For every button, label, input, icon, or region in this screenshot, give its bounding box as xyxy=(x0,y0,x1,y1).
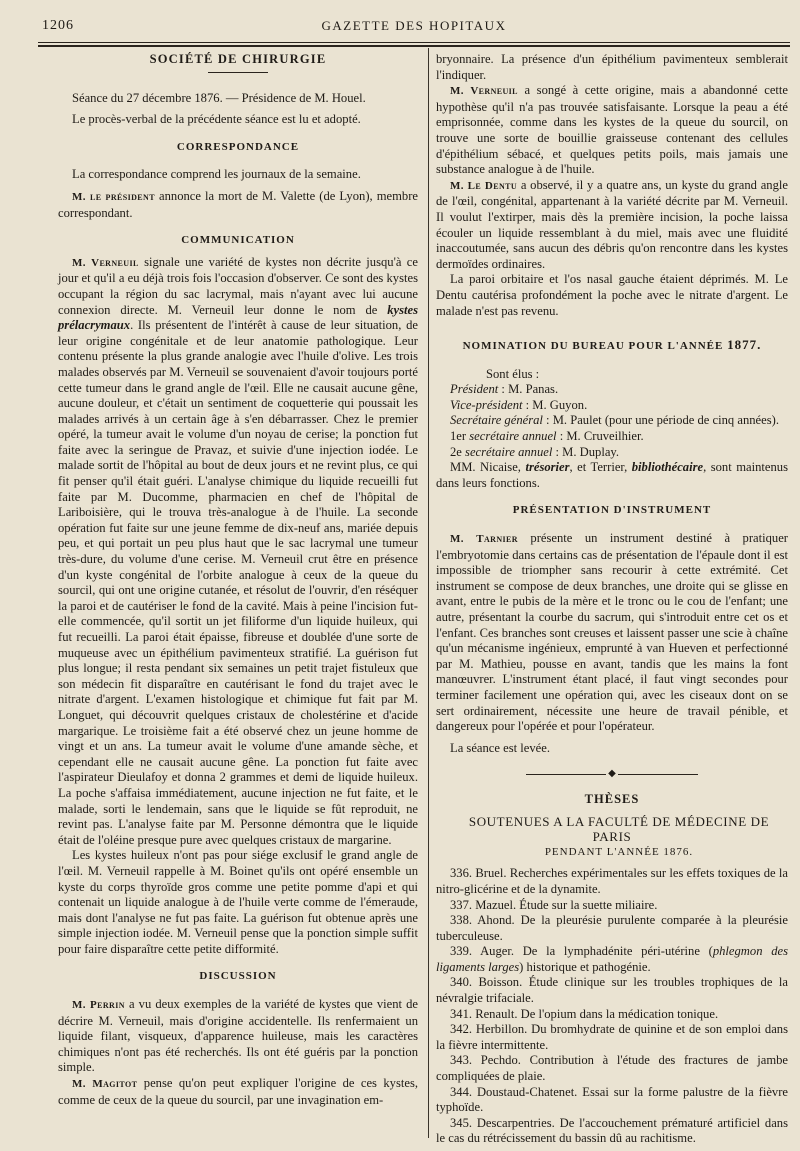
correspondance-heading: CORRESPONDANCE xyxy=(176,140,300,153)
continued-paragraph: bryonnaire. La présence d'un épithélium pavimenteux semblerait l'indiquer. xyxy=(436,52,788,82)
right-column xyxy=(436,52,788,1147)
communication-paragraph-1: M. Verneuil signale une variété de kystes non décrite jusqu'à ce jour et qu'il a eu déjà trois fois l'occasion d'observer. Ce sont des kystes occupant la région du sac lacrymal, mais n'ayant avec lui aucune connexion directe. M. Verneuil leur donne le nom de kystes prélacrymaux. Ils présentent de l'intérêt à cause de leur situation, de leur origine congénitale et de leur anatomie pathologique. Leur contenu présente la plus grande analogie avec l'huile d'olive. Les trois malades observés par M. Verneuil se souvenaient d'avoir toujours porté cette tumeur dans le grand angle de l'œil. Elle ne causait aucune gêne, aucune douleur, et c'était un sentiment de coquetterie qui poussait les malades arrivés à un certain âge à s'en débarrasser. Chez le premier opéré, la tumeur avait le volume d'un noyau de cerise; la ponction fut faite avec la seringue de Pravaz, et suivie d'une injection iodée. Le malade sortit de l'hôpital au bout de deux jours et ne revint plus, ce qui fit penser qu'il était guéri. L'analyse chimique du liquide recueilli fut faite par M. Ducomme, pharmacien en chef de l'hôpital de Lariboisière, qui le trouva très-analogue à de l'huile. La seconde opération fut faite sur une jeune femme de dix-neuf ans, mariée depuis peu, et qui portait un peu plus haut que le sac lacrymal une tumeur très-dure, du volume d'une cerise. M. Verneuil crut être en présence d'un kyste congénital de l'orbite analogue à ceux de la queue du sourcil, qui ont une origine cutanée, et résolut de l'ouvrir, d'en réséquer la paroi et de cautériser le fond de la cavité. Mais à peine l'incision fut-elle commencée, qu'il sortit un jet filiforme d'un liquide huileux, qui fut recueilli. La paroi était épaisse, fibreuse et doublée d'une sorte de muqueuse avec un épithélium pavimenteux stratifié. La guérison fut plus longue; il resta pendant six semaines un petit trajet fistuleux que son médecin fit disparaître en cautérisant le fond du trajet avec le nitrate d'argent. L'examen histologique et chimique fut fait par M. Longuet, qui découvrit quelques cristaux de cholestérine et d'acide margarique. Le troisième fait a été observé chez un jeune homme de vingt et un ans. La tumeur avait le volume d'une amande sèche, et cependant elle ne causait aucune gêne. La ponction fut faite avec l'aspirateur Dieulafoy et donna 2 grammes et demi de liquide huileux. La poche s'affaisa immédiatement, aucune injection ne fut faite, et le malade, sorti le lendemain, sans que le liquide se fût reproduit, ne revint pas. L'analyse faite par M. Personne démontra que le liquide était de l'oléine presque pure avec quelques cristaux de margarine. xyxy=(58,254,418,847)
corr-paragraph-1: La correspondance comprend les journaux de la semaine. xyxy=(72,167,361,182)
speaker-president: M. le président xyxy=(72,190,155,203)
theses-subtitle: SOUTENUES A LA FACULTÉ DE MÉDECINE DE PARIS xyxy=(468,813,770,845)
thesis-entry xyxy=(436,913,788,944)
thesis-text: Boisson. Étude clinique sur les troubles trophiques de la névralgie trifaciale. xyxy=(436,975,788,1006)
thesis-number: 336. xyxy=(450,866,473,881)
session-line: Séance du 27 décembre 1876. — Présidence de M. Houel. xyxy=(72,90,366,105)
header-rule xyxy=(38,42,790,43)
discussion-paragraph-2: M. Magitot pense qu'on peut expliquer l'origine de ces kystes, comme de ceux de la queue du sourcil, par une invagination em- xyxy=(58,1076,418,1107)
term-kystes-prelacrymaux: kystes prélacrymaux xyxy=(58,302,418,333)
theses-title: THÈSES xyxy=(584,791,640,806)
thesis-text: Renault. De l'opium dans la médication tonique. xyxy=(472,1006,719,1021)
thesis-text-tail: ) historique et pathogénie. xyxy=(519,959,651,974)
presentation-heading: PRÉSENTATION D'INSTRUMENT xyxy=(512,504,712,517)
thesis-entry xyxy=(436,1007,788,1023)
thesis-text: Doustaud-Chatenet. Essai sur la forme palustre de la fièvre typhoïde. xyxy=(436,1084,788,1115)
communication-paragraph-2: Les kystes huileux n'ont pas pour siége exclusif le grand angle de l'œil. M. Verneuil rappelle à M. Boinet qu'ils ont opéré ensemble un kyste du corps thyroïde gros comme une petite pomme d'api et qui contenait un liquide analogue à de l'huile verte comme de l'émeraude, mais dont l'analyse ne fut pas faite. La guérison fut obtenue après une simple injection iodée. M. Verneuil pense que la ponction simple suffit pour faire disparaître cette petite difformité. xyxy=(58,848,418,956)
corr-paragraph-2: M. le président annonce la mort de M. Valette (de Lyon), membre correspondant. xyxy=(58,188,418,220)
tarnier-paragraph: M. Tarnier présente un instrument destiné à pratiquer l'embryotomie dans certains cas de présentation de l'épaule dont il est impossible de triompher sans recourir à cette extrémité. Cet instrument se compose de deux branches, une droite qui se glisse en avant, entre le pubis de la mère et le tronc ou le cou de l'enfant; une autre, présentant la courbe du sacrum, qui s'introduit entre cet os et l'enfant. Ces branches sont creuses et laissent passer une scie à chaîne qu'un mécanisme ingénieux, emprunté à van Hueven et perfectionné par M. Mathieu, pousse en avant, tandis que les mains la font manœuvrer. L'instrument étant placé, il faut vingt secondes pour terminer facilement une opération qui, avec les ciseaux dont on se sert ordinairement, nécessite une heure de travail pénible, et dangereux pour l'opérée et pour l'opérateur. xyxy=(436,531,788,734)
thesis-number: 339. xyxy=(450,944,473,959)
society-title: SOCIÉTÉ DE CHIRURGIE xyxy=(149,52,327,66)
theses-list xyxy=(436,866,788,1147)
thesis-number: 338. xyxy=(450,913,473,928)
speaker-perrin: M. Perrin xyxy=(72,999,125,1012)
thesis-entry xyxy=(436,898,788,914)
thesis-text: Descarpentries. De l'accouchement prématuré artificiel dans le cas du rétrécissement du bassin dû au rachitisme. xyxy=(436,1115,788,1146)
thesis-text: Bruel. Recherches expérimentales sur les effets toxiques de la nitro-glicérine et de la dynamite. xyxy=(436,866,788,896)
thesis-entry xyxy=(436,1053,788,1084)
speaker-le-dentu: M. Le Dentu xyxy=(450,179,518,192)
thesis-text: Auger. De la lymphadénite péri-utérine ( xyxy=(472,944,713,959)
elected-intro: Sont élus : xyxy=(486,366,540,381)
page-header xyxy=(38,18,790,40)
nomination-heading: NOMINATION DU BUREAU POUR L'ANNÉE 1877. xyxy=(462,337,762,353)
thesis-number: 344. xyxy=(450,1084,473,1099)
thesis-entry xyxy=(436,1116,788,1147)
discussion-paragraph-1: M. Perrin a vu deux exemples de la variété de kystes que vient de décrire M. Verneuil, mais d'origine accidentelle. Ils renfermaient un liquide filant, visqueux, d'apparence huileuse, mais les caractères chimiques n'ont pas été recherchés. Ils ont été guéris par la ponction simple. xyxy=(58,997,419,1075)
column-divider xyxy=(428,48,429,1138)
thesis-number: 345. xyxy=(450,1115,473,1130)
officer-secretary-1: 1er secrétaire annuel : M. Cruveilhier. xyxy=(450,429,644,444)
thesis-text: Herbillon. Du bromhydrate de quinine et de son emploi dans la fièvre intermittente. xyxy=(436,1022,788,1052)
officer-secretary-general: Secrétaire général : M. Paulet (pour une période de cinq années). xyxy=(450,413,779,428)
thesis-entry xyxy=(436,1022,788,1053)
thesis-number: 337. xyxy=(450,897,473,912)
officer-vice-president: Vice-président : M. Guyon. xyxy=(450,397,588,412)
thesis-entry xyxy=(436,866,788,897)
officers-maintained: MM. Nicaise, trésorier, et Terrier, bibliothécaire, sont maintenus dans leurs fonctions. xyxy=(436,460,788,490)
discussion-heading: DISCUSSION xyxy=(199,970,277,983)
speaker-tarnier: M. Tarnier xyxy=(450,533,518,546)
thesis-number: 341. xyxy=(450,1006,473,1021)
speaker-verneuil: M. Verneuil xyxy=(72,256,139,269)
theses-year: PENDANT L'ANNÉE 1876. xyxy=(544,845,694,858)
speaker-verneuil-2: M. Verneuil xyxy=(450,85,518,98)
thesis-number: 343. xyxy=(450,1053,473,1068)
thesis-text: Pechdo. Contribution à l'étude des fractures de jambe compliquées de plaie. xyxy=(436,1053,788,1084)
communication-heading: COMMUNICATION xyxy=(181,234,295,247)
thesis-entry xyxy=(436,1085,788,1116)
speaker-magitot: M. Magitot xyxy=(72,1078,138,1091)
section-ornament: ◆ xyxy=(436,766,788,782)
page-number: 1206 xyxy=(42,18,74,33)
thesis-italic: phlegmon des ligaments larges xyxy=(436,944,788,974)
verneuil-reply: M. Verneuil a songé à cette origine, mais a abandonné cette hypothèse qu'il n'a pas trouvée satisfaisante. Lorsque la peau a été emprisonnée, comme dans les kystes de la queue du sourcil, on trouve une sorte de bouillie graisseuse contenant des cellules d'épithélium sébacé, et quelques petits poils, mais jamais une substance analogue à de l'huile. xyxy=(436,83,788,177)
thesis-number: 342. xyxy=(450,1022,473,1037)
left-column xyxy=(58,52,418,1108)
thesis-text: Ahond. De la pleurésie purulente comparée à la pleurésie tuberculeuse. xyxy=(436,913,788,943)
thesis-entry xyxy=(436,944,788,975)
officer-secretary-2: 2e secrétaire annuel : M. Duplay. xyxy=(450,444,620,459)
le-dentu-paragraph-2: La paroi orbitaire et l'os nasal gauche étaient déprimés. M. Le Dentu cautérisa profondément la poche avec le nitrate d'argent. Le malade n'est pas revenu. xyxy=(436,272,788,318)
adjourn-line: La séance est levée. xyxy=(450,740,550,755)
header-rule-thick xyxy=(38,45,790,47)
journal-title: GAZETTE DES HOPITAUX xyxy=(321,18,507,33)
officer-president: Président : M. Panas. xyxy=(450,382,559,397)
nomination-year: 1877. xyxy=(727,337,762,353)
thesis-number: 340. xyxy=(450,975,473,990)
le-dentu-paragraph: M. Le Dentu a observé, il y a quatre ans, un kyste du grand angle de l'œil, congénital, appartenant à la variété décrite par M. Verneuil. Il voulut l'extirper, mais dès la première incision, la poche laissa écouler un liquide ressemblant à du miel, mais avec une fluidité inaccoutumée, sans aucun des débris qu'on rencontre dans les kystes dermoïdes ordinaires. xyxy=(436,177,788,271)
thesis-entry xyxy=(436,975,788,1006)
minutes-line: Le procès-verbal de la précédente séance est lu et adopté. xyxy=(72,112,361,127)
thesis-text: Mazuel. Étude sur la suette miliaire. xyxy=(472,897,658,912)
